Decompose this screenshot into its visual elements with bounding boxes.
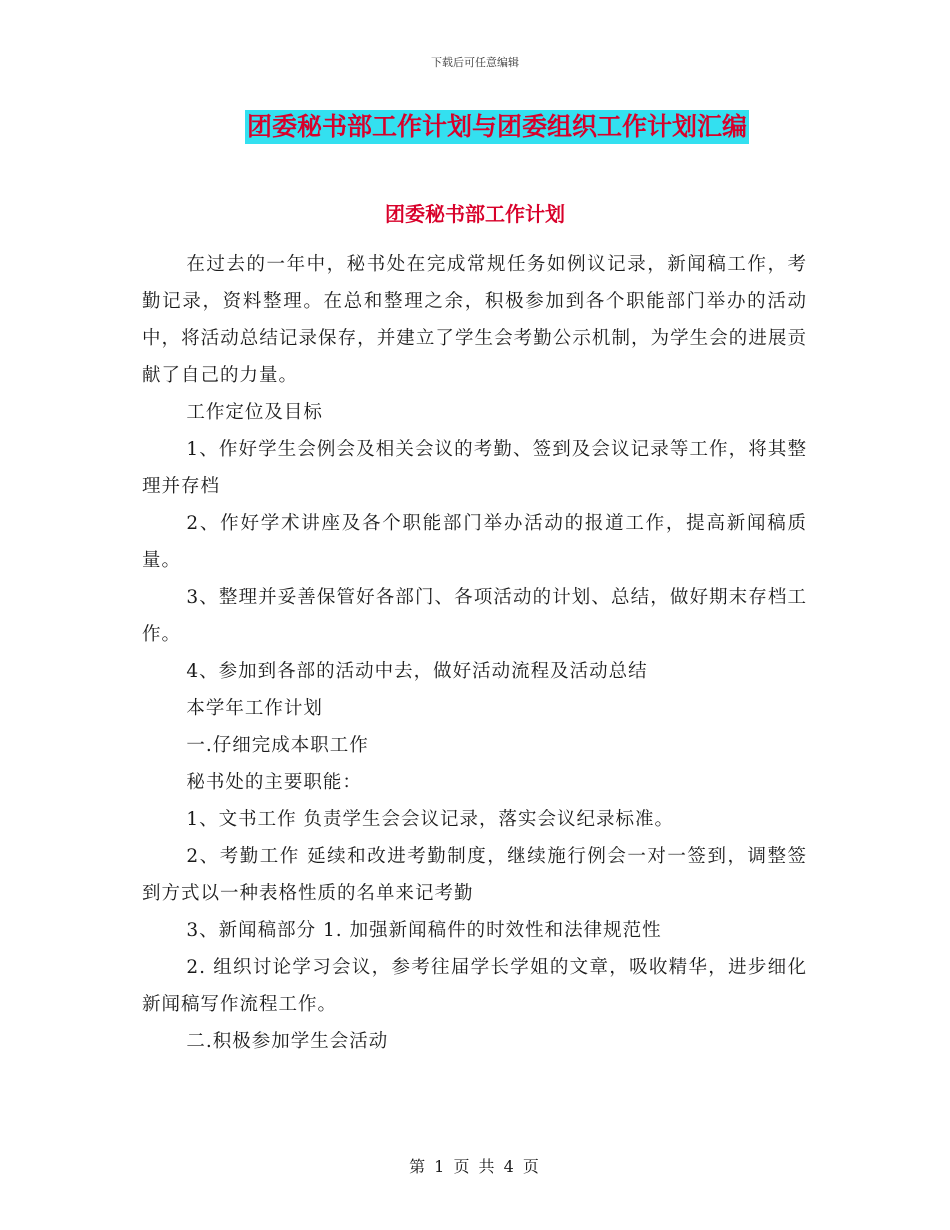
paragraph: 在过去的一年中，秘书处在完成常规任务如例议记录，新闻稿工作，考勤记录，资料整理。在总和整理之余，积极参加到各个职能部门举办的活动中，将活动总结记录保存，并建立了学生会考勤公示机制，为学生会的进展贡献了自己的力量。 bbox=[142, 254, 807, 386]
paragraph: 4、参加到各部的活动中去，做好活动流程及活动总结 bbox=[186, 661, 648, 682]
header-note: 下载后可任意编辑 bbox=[431, 56, 519, 69]
document-title-container bbox=[0, 110, 950, 144]
section-title: 团委秘书部工作计划 bbox=[385, 202, 565, 226]
paragraph: 2、作好学术讲座及各个职能部门举办活动的报道工作，提高新闻稿质量。 bbox=[142, 513, 807, 571]
paragraph: 2、考勤工作 延续和改进考勤制度，继续施行例会一对一签到，调整签到方式以一种表格性质的名单来记考勤 bbox=[142, 846, 807, 904]
page-number-footer: 第 1 页 共 4 页 bbox=[409, 1157, 541, 1176]
paragraph: 3、新闻稿部分 1. 加强新闻稿件的时效性和法律规范性 bbox=[186, 920, 662, 941]
paragraph: 一.仔细完成本职工作 bbox=[186, 735, 369, 756]
document-title: 团委秘书部工作计划与团委组织工作计划汇编 bbox=[245, 110, 749, 144]
document-body bbox=[142, 246, 807, 1060]
paragraph: 1、文书工作 负责学生会会议记录，落实会议纪录标准。 bbox=[186, 809, 675, 830]
paragraph: 2. 组织讨论学习会议，参考往届学长学姐的文章，吸收精华，进步细化新闻稿写作流程工作。 bbox=[142, 957, 807, 1015]
paragraph: 秘书处的主要职能： bbox=[186, 772, 362, 793]
paragraph: 1、作好学生会例会及相关会议的考勤、签到及会议记录等工作，将其整理并存档 bbox=[142, 439, 807, 497]
paragraph: 3、整理并妥善保管好各部门、各项活动的计划、总结，做好期末存档工作。 bbox=[142, 587, 807, 645]
paragraph: 工作定位及目标 bbox=[186, 402, 323, 423]
paragraph: 二.积极参加学生会活动 bbox=[186, 1031, 389, 1052]
paragraph: 本学年工作计划 bbox=[186, 698, 323, 719]
